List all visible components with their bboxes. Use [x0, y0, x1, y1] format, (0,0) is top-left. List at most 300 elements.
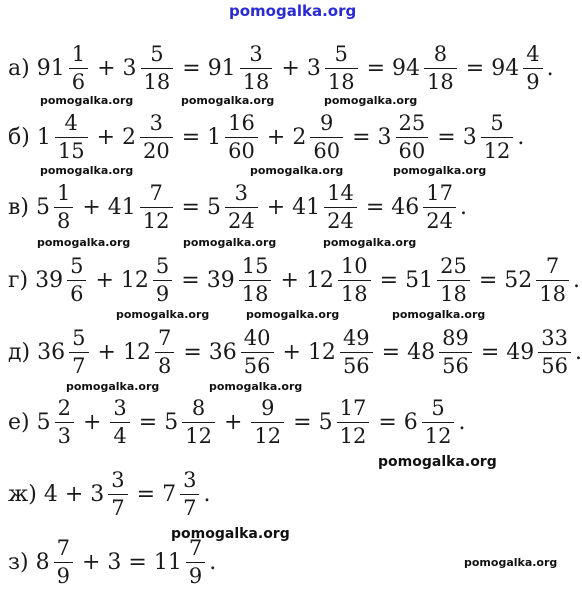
- mixed-number: [120, 253, 174, 306]
- fraction: [141, 41, 174, 94]
- fraction: [186, 535, 205, 588]
- numerator: 5: [155, 253, 170, 278]
- numerator: 5: [70, 253, 84, 278]
- fraction: [240, 41, 273, 94]
- denominator: 56: [442, 353, 469, 378]
- denominator: 12: [254, 423, 282, 448]
- fraction-bar: [481, 137, 514, 138]
- whole-part: 49: [506, 339, 535, 365]
- operator: =: [378, 409, 397, 435]
- fraction-bar: [337, 422, 370, 423]
- operator: +: [266, 194, 286, 220]
- numerator: 17: [339, 395, 367, 420]
- mixed-number: [162, 467, 201, 520]
- equation-label: е): [8, 409, 30, 435]
- numerator: 5: [431, 395, 445, 420]
- equation-row: [8, 320, 582, 384]
- mixed-number: [122, 41, 176, 94]
- fraction: [437, 253, 470, 306]
- fraction-bar: [182, 422, 215, 423]
- period: .: [460, 194, 468, 220]
- equation-label: г): [8, 267, 29, 293]
- mixed-number: [90, 467, 129, 520]
- mixed-number: [391, 180, 458, 233]
- operator: =: [352, 124, 371, 150]
- fraction-bar: [437, 280, 470, 281]
- fraction: [424, 41, 457, 94]
- operator: =: [181, 124, 201, 150]
- operator: =: [293, 409, 312, 435]
- watermark: pomogalka.org: [40, 164, 134, 177]
- mixed-number: [207, 41, 275, 94]
- fraction-bar: [225, 207, 258, 208]
- operator: +: [97, 339, 116, 365]
- denominator: 18: [340, 281, 368, 306]
- mixed-number: [108, 395, 131, 448]
- operator: +: [81, 549, 101, 575]
- operator: +: [64, 481, 84, 507]
- equation-label: з): [8, 549, 29, 575]
- numerator: 7: [149, 180, 163, 205]
- denominator: 18: [427, 69, 454, 94]
- watermark: pomogalka.org: [324, 94, 418, 107]
- numerator: 2: [57, 395, 71, 420]
- fraction: [536, 253, 569, 306]
- fraction-bar: [439, 352, 472, 353]
- watermark: pomogalka.org: [209, 380, 303, 393]
- fraction: [69, 41, 88, 94]
- mixed-number: [307, 325, 375, 378]
- equation-label: а): [8, 55, 30, 81]
- fraction-bar: [180, 494, 199, 495]
- mixed-number: [506, 325, 573, 378]
- watermark: pomogalka.org: [116, 308, 210, 321]
- whole-part: 12: [120, 267, 149, 293]
- period: .: [572, 267, 580, 293]
- denominator: 7: [111, 495, 125, 520]
- period: .: [575, 339, 582, 365]
- fraction-bar: [155, 352, 174, 353]
- fraction: [225, 180, 258, 233]
- fraction: [54, 180, 73, 233]
- operator: +: [97, 55, 116, 81]
- denominator: 60: [228, 138, 255, 163]
- whole-part: 3: [122, 55, 137, 81]
- whole-part: 3: [306, 55, 321, 81]
- mixed-number: [206, 253, 274, 306]
- denominator: 18: [327, 69, 355, 94]
- numerator: 14: [327, 180, 354, 205]
- denominator: 18: [539, 281, 566, 306]
- denominator: 9: [526, 69, 540, 94]
- fraction: [153, 253, 172, 306]
- numerator: 7: [188, 535, 203, 560]
- mixed-number: [207, 110, 260, 163]
- numerator: 3: [249, 41, 263, 66]
- fraction: [324, 180, 357, 233]
- numerator: 7: [545, 253, 560, 278]
- watermark: pomogalka.org: [37, 236, 131, 249]
- denominator: 9: [56, 563, 70, 588]
- operator: =: [136, 481, 156, 507]
- operator: =: [379, 267, 399, 293]
- numerator: 3: [149, 110, 164, 135]
- whole-part: 52: [504, 267, 533, 293]
- fraction: [251, 395, 284, 448]
- fraction: [140, 110, 173, 163]
- fraction: [182, 395, 215, 448]
- denominator: 12: [142, 208, 170, 233]
- whole-part: 3: [377, 124, 392, 150]
- numerator: 5: [334, 41, 348, 66]
- fraction: [241, 325, 274, 378]
- fraction-bar: [110, 422, 129, 423]
- period: .: [209, 549, 217, 575]
- numerator: 40: [243, 325, 271, 350]
- denominator: 4: [113, 423, 127, 448]
- whole-part: 5: [35, 194, 50, 220]
- whole-part: 12: [305, 267, 334, 293]
- fraction-bar: [55, 137, 88, 138]
- operator: =: [381, 339, 401, 365]
- denominator: 24: [327, 208, 354, 233]
- whole-part: 8: [35, 549, 50, 575]
- watermark: pomogalka.org: [183, 236, 277, 249]
- whole-part: 3: [462, 124, 477, 150]
- numerator: 9: [261, 395, 275, 420]
- numerator: 4: [64, 110, 78, 135]
- equation-row: [8, 248, 580, 312]
- whole-part: 1: [36, 124, 51, 150]
- numerator: 5: [72, 325, 86, 350]
- fraction-bar: [225, 137, 258, 138]
- numerator: 9: [320, 110, 334, 135]
- watermark: pomogalka.org: [181, 94, 275, 107]
- whole-part: 6: [403, 409, 418, 435]
- whole-part: 46: [391, 194, 420, 220]
- whole-part: 39: [35, 267, 64, 293]
- mixed-number: [36, 41, 90, 94]
- denominator: 12: [424, 423, 452, 448]
- mixed-number: [249, 395, 286, 448]
- numerator: 3: [113, 395, 127, 420]
- whole-part: 11: [153, 549, 182, 575]
- fraction: [54, 535, 73, 588]
- numerator: 33: [541, 325, 569, 350]
- fraction-bar: [140, 207, 173, 208]
- operator: +: [95, 267, 114, 293]
- whole-part: 94: [491, 55, 520, 81]
- numerator: 5: [490, 110, 504, 135]
- denominator: 60: [313, 138, 341, 163]
- period: .: [546, 55, 554, 81]
- operator: =: [183, 339, 202, 365]
- fraction: [523, 41, 542, 94]
- mixed-number: [122, 110, 175, 163]
- mixed-number: [153, 535, 207, 588]
- denominator: 60: [398, 138, 426, 163]
- fraction: [338, 253, 371, 306]
- watermark: pomogalka.org: [464, 556, 558, 569]
- denominator: 15: [57, 138, 85, 163]
- period: .: [203, 481, 211, 507]
- operator: +: [266, 124, 286, 150]
- fraction-bar: [538, 352, 571, 353]
- whole-part: 5: [164, 409, 179, 435]
- fraction-bar: [239, 280, 272, 281]
- whole-part: 91: [36, 55, 65, 81]
- mixed-number: [35, 180, 75, 233]
- operator: +: [96, 124, 115, 150]
- operator: +: [282, 339, 301, 365]
- fraction: [310, 110, 343, 163]
- denominator: 56: [342, 353, 370, 378]
- equation-row: [8, 105, 524, 169]
- fraction: [180, 467, 199, 520]
- numerator: 10: [340, 253, 368, 278]
- equation-row: [8, 175, 467, 239]
- mixed-number: [318, 395, 372, 448]
- mixed-number: [164, 395, 217, 448]
- fraction: [140, 180, 173, 233]
- denominator: 12: [483, 138, 511, 163]
- mixed-number: [504, 253, 571, 306]
- denominator: 8: [56, 208, 71, 233]
- operator: +: [82, 409, 102, 435]
- fraction-bar: [324, 207, 357, 208]
- whole-number: 3: [107, 549, 122, 575]
- fraction: [439, 325, 472, 378]
- fraction-bar: [338, 280, 371, 281]
- whole-part: 1: [207, 124, 222, 150]
- mixed-number: [306, 41, 360, 94]
- whole-part: 94: [392, 55, 421, 81]
- fraction: [481, 110, 514, 163]
- fraction-bar: [240, 68, 273, 69]
- whole-part: 2: [292, 124, 307, 150]
- whole-part: 48: [407, 339, 436, 365]
- fraction-bar: [141, 68, 174, 69]
- fraction: [325, 41, 358, 94]
- mixed-number: [292, 110, 345, 163]
- fraction: [55, 110, 88, 163]
- whole-part: 5: [206, 194, 221, 220]
- operator: =: [128, 549, 147, 575]
- numerator: 89: [442, 325, 469, 350]
- fraction-bar: [423, 207, 456, 208]
- equation-row: [8, 462, 210, 526]
- watermark: pomogalka.org: [66, 380, 160, 393]
- fraction-bar: [241, 352, 274, 353]
- mixed-number: [305, 253, 373, 306]
- numerator: 8: [191, 395, 206, 420]
- denominator: 18: [241, 281, 269, 306]
- operator: =: [181, 194, 200, 220]
- numerator: 16: [228, 110, 255, 135]
- fraction-bar: [536, 280, 569, 281]
- equation-row: [8, 36, 554, 100]
- operator: +: [82, 194, 101, 220]
- fraction: [396, 110, 429, 163]
- whole-part: 5: [318, 409, 333, 435]
- whole-part: 36: [208, 339, 237, 365]
- equation-label: б): [8, 124, 30, 150]
- mixed-number: [462, 110, 516, 163]
- operator: +: [281, 55, 300, 81]
- fraction-bar: [422, 422, 455, 423]
- fraction-bar: [67, 280, 86, 281]
- numerator: 1: [71, 41, 86, 66]
- fraction: [67, 253, 86, 306]
- denominator: 6: [71, 69, 86, 94]
- whole-part: 41: [292, 194, 321, 220]
- watermark: pomogalka.org: [323, 236, 417, 249]
- period: .: [517, 124, 525, 150]
- mixed-number: [491, 41, 544, 94]
- denominator: 24: [426, 208, 454, 233]
- fraction: [110, 395, 129, 448]
- operator: =: [138, 409, 158, 435]
- fraction-bar: [54, 207, 73, 208]
- watermark: pomogalka.org: [378, 454, 497, 470]
- numerator: 3: [111, 467, 125, 492]
- operator: =: [365, 194, 385, 220]
- whole-part: 7: [162, 481, 177, 507]
- denominator: 6: [70, 281, 84, 306]
- numerator: 3: [234, 180, 248, 205]
- fraction-bar: [340, 352, 373, 353]
- mixed-number: [392, 41, 459, 94]
- fraction-bar: [69, 352, 88, 353]
- fraction-bar: [523, 68, 542, 69]
- denominator: 18: [242, 69, 270, 94]
- equation-label: в): [8, 194, 29, 220]
- denominator: 9: [155, 281, 170, 306]
- whole-part: 36: [37, 339, 66, 365]
- watermark: pomogalka.org: [393, 164, 487, 177]
- fraction: [55, 395, 74, 448]
- mixed-number: [107, 180, 175, 233]
- fraction-bar: [424, 68, 457, 69]
- fraction: [422, 395, 455, 448]
- denominator: 12: [185, 423, 212, 448]
- mixed-number: [208, 325, 276, 378]
- operator: =: [182, 55, 201, 81]
- denominator: 56: [243, 353, 271, 378]
- fraction: [239, 253, 272, 306]
- fraction: [340, 325, 373, 378]
- fraction-bar: [325, 68, 358, 69]
- watermark: pomogalka.org: [246, 308, 340, 321]
- fraction: [69, 325, 88, 378]
- mixed-number: [407, 325, 474, 378]
- whole-part: 12: [122, 339, 151, 365]
- whole-part: 2: [122, 124, 136, 150]
- watermark: pomogalka.org: [250, 164, 344, 177]
- numerator: 8: [433, 41, 448, 66]
- operator: +: [280, 267, 299, 293]
- numerator: 25: [398, 110, 426, 135]
- mixed-number: [206, 180, 260, 233]
- numerator: 7: [56, 535, 70, 560]
- fraction-bar: [153, 280, 172, 281]
- whole-part: 3: [90, 481, 105, 507]
- mixed-number: [403, 395, 457, 448]
- mixed-number: [35, 535, 75, 588]
- fraction-bar: [186, 562, 205, 563]
- mixed-number: [405, 253, 472, 306]
- operator: =: [366, 55, 386, 81]
- denominator: 7: [72, 353, 86, 378]
- whole-part: 39: [206, 267, 235, 293]
- watermark: pomogalka.org: [40, 94, 134, 107]
- denominator: 9: [188, 563, 203, 588]
- whole-part: 51: [405, 267, 434, 293]
- mixed-number: [35, 253, 88, 306]
- fraction-bar: [54, 562, 73, 563]
- fraction: [225, 110, 258, 163]
- fraction: [108, 467, 127, 520]
- fraction-bar: [251, 422, 284, 423]
- denominator: 8: [157, 353, 172, 378]
- mixed-number: [292, 180, 359, 233]
- numerator: 1: [56, 180, 71, 205]
- operator: +: [223, 409, 243, 435]
- whole-part: 12: [307, 339, 336, 365]
- fraction-bar: [140, 137, 173, 138]
- fraction-bar: [396, 137, 429, 138]
- fraction-bar: [310, 137, 343, 138]
- mixed-number: [36, 110, 90, 163]
- watermark-top: pomogalka.org: [229, 2, 357, 20]
- fraction: [155, 325, 174, 378]
- mixed-number: [377, 110, 431, 163]
- numerator: 7: [157, 325, 172, 350]
- numerator: 3: [183, 467, 197, 492]
- denominator: 18: [143, 69, 171, 94]
- numerator: 4: [526, 41, 540, 66]
- numerator: 17: [426, 180, 454, 205]
- operator: =: [478, 267, 498, 293]
- numerator: 5: [150, 41, 164, 66]
- operator: =: [465, 55, 485, 81]
- whole-part: 41: [107, 194, 136, 220]
- period: .: [458, 409, 466, 435]
- whole-part: 91: [207, 55, 236, 81]
- fraction-bar: [108, 494, 127, 495]
- watermark: pomogalka.org: [171, 526, 290, 542]
- numerator: 15: [241, 253, 269, 278]
- whole-part: 5: [36, 409, 51, 435]
- denominator: 3: [57, 423, 71, 448]
- equation-label: ж): [8, 481, 37, 507]
- mixed-number: [37, 325, 90, 378]
- denominator: 7: [183, 495, 197, 520]
- whole-number: 4: [43, 481, 58, 507]
- denominator: 12: [339, 423, 367, 448]
- operator: =: [480, 339, 500, 365]
- numerator: 49: [342, 325, 370, 350]
- denominator: 24: [227, 208, 255, 233]
- fraction: [423, 180, 456, 233]
- fraction: [538, 325, 571, 378]
- equation-row: [8, 390, 465, 454]
- denominator: 56: [541, 353, 569, 378]
- operator: =: [181, 267, 200, 293]
- operator: =: [437, 124, 456, 150]
- fraction: [337, 395, 370, 448]
- fraction-bar: [69, 68, 88, 69]
